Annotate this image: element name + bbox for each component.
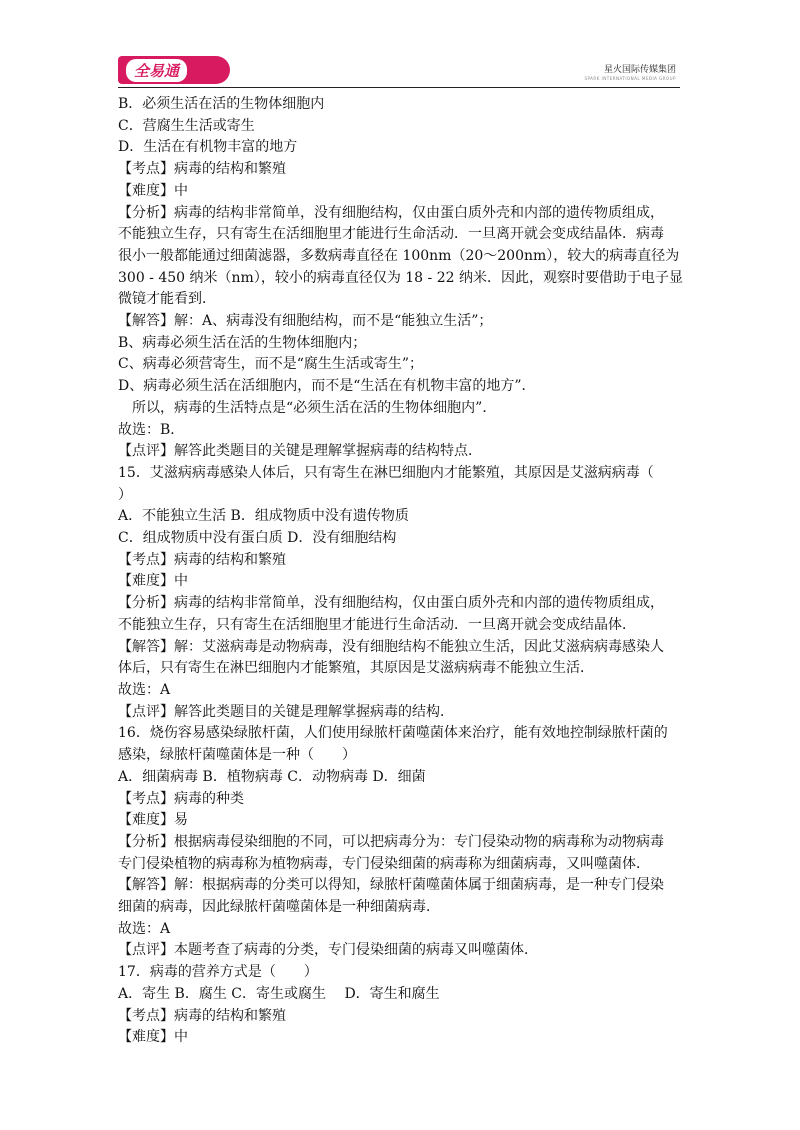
text-line: 所以，病毒的生活特点是“必须生活在活的生物体细胞内”． (118, 399, 497, 416)
document-body (118, 94, 684, 1049)
text-line: D．生活在有机物丰富的地方 (118, 139, 298, 156)
text-line: C．组成物质中没有蛋白质 D．没有细胞结构 (118, 530, 397, 547)
company-block (584, 62, 676, 81)
text-line: 【点评】本题考查了病毒的分类，专门侵染细菌的病毒又叫噬菌体． (118, 942, 538, 959)
header-divider (118, 87, 680, 88)
text-line: 不能独立生存，只有寄生在活细胞里才能进行生命活动．一旦离开就会变成结晶体．病毒 (118, 226, 664, 243)
text-line: A．寄生 B．腐生 C．寄生或腐生 D．寄生和腐生 (118, 985, 440, 1002)
text-line: 【考点】病毒的结构和繁殖 (118, 551, 286, 568)
text-line: 【分析】根据病毒侵染细胞的不同，可以把病毒分为：专门侵染动物的病毒称为动物病毒 (118, 833, 664, 850)
text-line: 【难度】中 (118, 1029, 188, 1046)
text-line: 【点评】解答此类题目的关键是理解掌握病毒的结构． (118, 703, 454, 720)
text-line: 300 - 450 纳米（nm），较小的病毒直径仅为 18 - 22 纳米．因此，观察时要借助于电子显 (118, 269, 683, 286)
text-line: 【解答】解：根据病毒的分类可以得知，绿脓杆菌噬菌体属于细菌病毒，是一种专门侵染 (118, 877, 664, 894)
text-line: 【难度】中 (118, 182, 188, 199)
text-line: 微镜才能看到． (118, 291, 216, 308)
text-line: 【分析】病毒的结构非常简单，没有细胞结构，仅由蛋白质外壳和内部的遗传物质组成， (118, 595, 664, 612)
text-line: 专门侵染植物的病毒称为植物病毒，专门侵染细菌的病毒称为细菌病毒，又叫噬菌体． (118, 855, 650, 872)
text-line: B．必须生活在活的生物体细胞内 (118, 96, 325, 112)
text-line: 很小一般都能通过细菌滤器，多数病毒直径在 100nm（20～200nm），较大的病毒直径为 (118, 247, 680, 264)
logo-text: 全易通 (126, 59, 187, 82)
text-line: A．不能独立生活 B．组成物质中没有遗传物质 (118, 508, 409, 525)
text-line: 【解答】解：A、病毒没有细胞结构，而不是“能独立生活”； (118, 313, 493, 330)
text-line: 【解答】解：艾滋病毒是动物病毒，没有细胞结构不能独立生活，因此艾滋病病毒感染人 (118, 638, 664, 655)
brand-logo (118, 56, 230, 84)
text-line: 细菌的病毒，因此绿脓杆菌噬菌体是一种细菌病毒． (118, 899, 440, 916)
text-line: C、病毒必须营寄生，而不是“腐生生活或寄生”； (118, 356, 424, 373)
text-line: 【考点】病毒的结构和繁殖 (118, 1007, 286, 1024)
text-line: 16．烧伤容易感染绿脓杆菌，人们使用绿脓杆菌噬菌体来治疗，能有效地控制绿脓杆菌的 (118, 725, 668, 742)
text-line: 【分析】病毒的结构非常简单，没有细胞结构，仅由蛋白质外壳和内部的遗传物质组成， (118, 204, 664, 221)
text-line: 【点评】解答此类题目的关键是理解掌握病毒的结构特点． (118, 443, 482, 460)
text-line: 【考点】病毒的种类 (118, 790, 244, 807)
text-line: 不能独立生存，只有寄生在活细胞里才能进行生命活动．一旦离开就会变成结晶体． (118, 616, 636, 633)
text-line: D、病毒必须生活在活细胞内，而不是“生活在有机物丰富的地方”． (118, 378, 536, 395)
company-subtitle: SPARK INTERNATIONAL MEDIA GROUP (584, 76, 676, 81)
text-line: C．营腐生生活或寄生 (118, 117, 255, 134)
text-line: 【考点】病毒的结构和繁殖 (118, 161, 286, 178)
company-name: 星火国际传媒集团 (603, 65, 676, 75)
text-line: 【难度】易 (118, 812, 188, 829)
text-line: 【难度】中 (118, 573, 188, 590)
text-line: 感染，绿脓杆菌噬菌体是一种（ ） (118, 747, 356, 764)
text-line: 15．艾滋病病毒感染人体后，只有寄生在淋巴细胞内才能繁殖，其原因是艾滋病病毒（ (118, 464, 654, 481)
text-line: 故选：A (118, 920, 171, 937)
text-line: B、病毒必须生活在活的生物体细胞内； (118, 334, 367, 351)
text-line: 故选：B． (118, 421, 185, 438)
page-header (118, 52, 680, 88)
text-line: 17．病毒的营养方式是（ ） (118, 964, 318, 981)
text-line: ） (118, 486, 132, 503)
text-line: 体后，只有寄生在淋巴细胞内才能繁殖，其原因是艾滋病病毒不能独立生活． (118, 660, 594, 677)
text-line: A．细菌病毒 B．植物病毒 C．动物病毒 D．细菌 (118, 768, 426, 785)
text-line: 故选：A (118, 681, 171, 698)
